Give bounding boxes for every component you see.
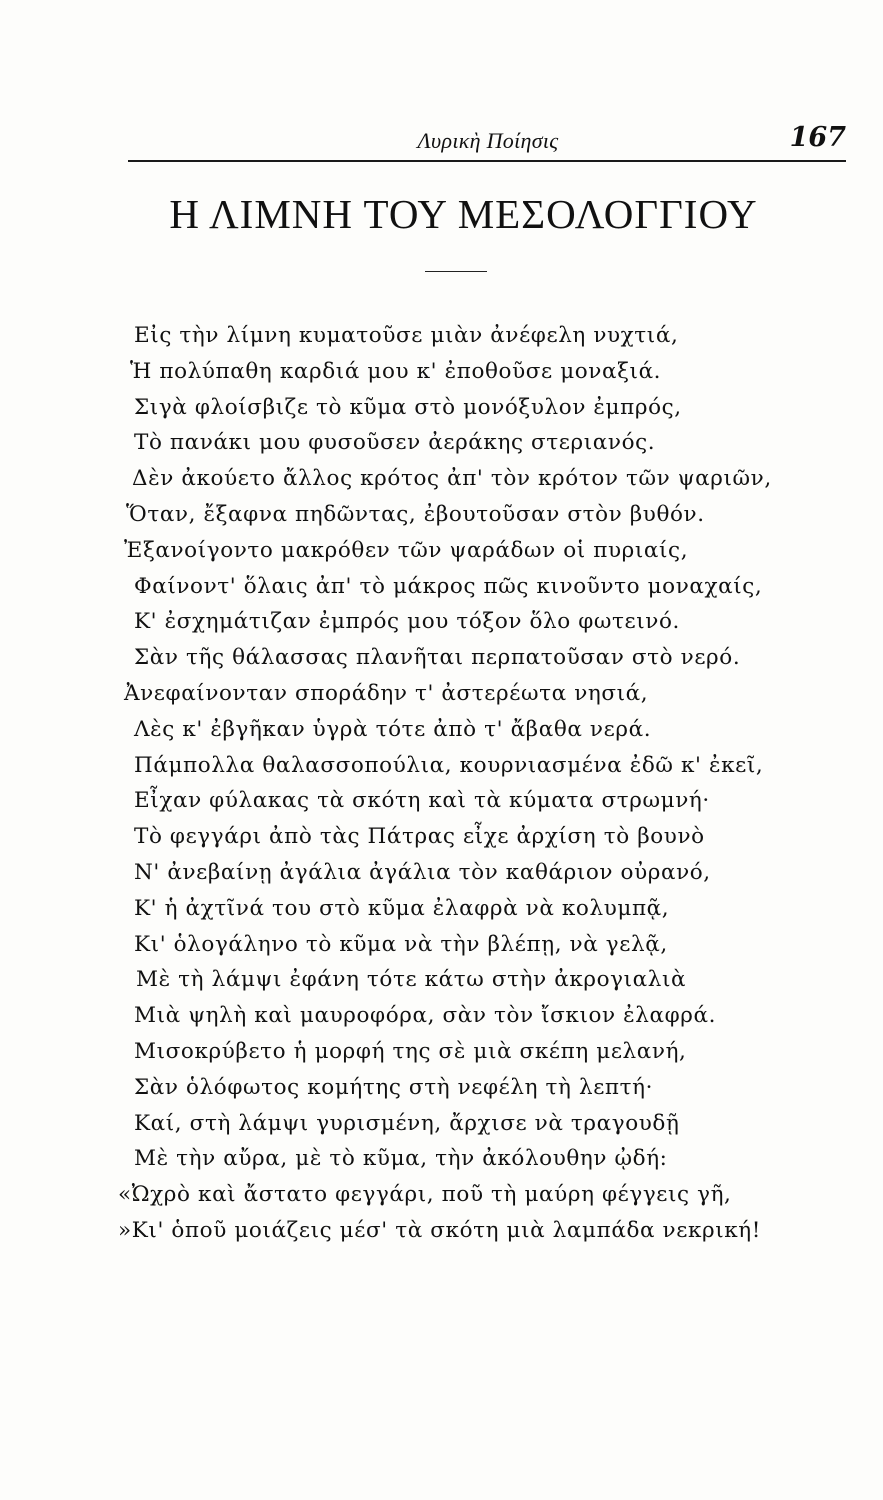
verse-line: Σὰν τῆς θάλασσας πλανῆται περπατοῦσαν στὸ νερό.: [134, 645, 741, 671]
running-title: Λυρικὴ Ποίησις: [417, 128, 559, 153]
page-number: 167: [789, 122, 846, 153]
poem-title: Η ΛΙΜΝΗ ΤΟΥ ΜΕΣΟΛΟΓΓΙΟΥ: [169, 191, 758, 237]
header-rule: [128, 160, 846, 162]
running-head: [128, 118, 848, 158]
verse-line: Τὸ φεγγάρι ἀπὸ τὰς Πάτρας εἶχε ἀρχίση τὸ βουνὸ: [134, 824, 705, 850]
verse-line: Εἰς τὴν λίμνη κυματοῦσε μιὰν ἀνέφελη νυχτιά,: [134, 323, 679, 348]
verse-line: Ὅταν, ἔξαφνα πηδῶντας, ἐβουτοῦσαν στὸν βυθόν.: [126, 501, 705, 527]
verse-line: Κ' ἐσχημάτιζαν ἐμπρός μου τόξον ὅλο φωτεινό.: [134, 609, 680, 635]
verse-line: Ἡ πολύπαθη καρδιά μου κ' ἐποθοῦσε μοναξιά.: [130, 358, 662, 384]
title-rule: [425, 271, 487, 272]
verse-line: «Ὠχρὸ καὶ ἄστατο φεγγάρι, ποῦ τὴ μαύρη φέγγεις γῆ,: [118, 1182, 732, 1208]
poem-body: [118, 318, 818, 1249]
verse-line: Πάμπολλα θαλασσοπούλια, κουρνιασμένα ἐδῶ κ' ἐκεῖ,: [134, 752, 764, 778]
verse-line: Εἶχαν φύλακας τὰ σκότη καὶ τὰ κύματα στρωμνή·: [134, 788, 710, 814]
verse-line: Τὸ πανάκι μου φυσοῦσεν ἀεράκης στεριανός.: [134, 430, 656, 456]
verse-line: Δὲν ἀκούετο ἄλλος κρότος ἀπ' τὸν κρότον τῶν ψαριῶν,: [132, 466, 772, 492]
verse-line: Κι' ὁλογάληνο τὸ κῦμα νὰ τὴν βλέπῃ, νὰ γελᾷ,: [134, 931, 668, 957]
verse-line: Ἀνεφαίνονταν σποράδην τ' ἀστερέωτα νησιά,: [124, 680, 649, 706]
verse-line: Μισοκρύβετο ἡ μορφή της σὲ μιὰ σκέπη μελανή,: [134, 1038, 687, 1064]
verse-line: Μιὰ ψηλὴ καὶ μαυροφόρα, σὰν τὸν ἴσκιον ἐλαφρά.: [134, 1003, 717, 1029]
verse-line: Σὰν ὁλόφωτος κομήτης στὴ νεφέλη τὴ λεπτή·: [134, 1074, 654, 1100]
verse-line: Φαίνοντ' ὅλαις ἀπ' τὸ μάκρος πῶς κινοῦντο μοναχαίς,: [134, 573, 763, 599]
verse-line: Καί, στὴ λάμψι γυρισμένη, ἄρχισε νὰ τραγουδῇ: [134, 1110, 680, 1136]
verse-line: Σιγὰ φλοίσβιζε τὸ κῦμα στὸ μονόξυλον ἐμπρός,: [134, 394, 682, 420]
verse-line: Μὲ τὴ λάμψι ἐφάνη τότε κάτω στὴν ἀκρογιαλιὰ: [136, 967, 687, 993]
verse-line: Κ' ἡ ἀχτῖνά του στὸ κῦμα ἐλαφρὰ νὰ κολυμπᾷ,: [134, 895, 670, 921]
verse-line: »Κι' ὁποῦ μοιάζεις μέσ' τὰ σκότη μιὰ λαμπάδα νεκρική!: [118, 1217, 762, 1243]
verse-line: Ν' ἀνεβαίνῃ ἀγάλια ἀγάλια τὸν καθάριον οὐρανό,: [134, 859, 711, 885]
verse-line: Ἐξανοίγοντο μακρόθεν τῶν ψαράδων οἱ πυριαίς,: [124, 537, 689, 563]
verse-line: Μὲ τὴν αὔρα, μὲ τὸ κῦμα, τὴν ἀκόλουθην ᾠδή:: [134, 1146, 668, 1172]
verse-line: Λὲς κ' ἐβγῆκαν ὑγρὰ τότε ἀπὸ τ' ἄβαθα νερά.: [134, 716, 652, 742]
